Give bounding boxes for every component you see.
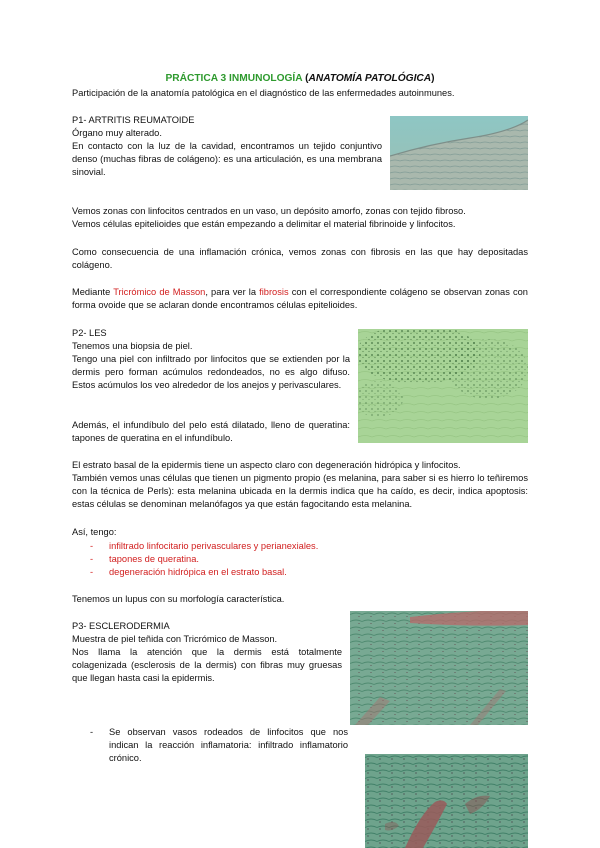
title-prefix: PRÁCTICA 3 INMUNOLOGÍA — [165, 73, 303, 84]
list-item: - Se observan vasos rodeados de linfocitos que nos indican la reacción inflamatoria: infiltrado inflamatorio crónico. — [90, 726, 348, 765]
p1-heading: P1- ARTRITIS REUMATOIDE — [72, 115, 195, 125]
list-item: - infiltrado linfocitario perivasculares y perianexiales. — [90, 540, 510, 553]
p2-bullet-list — [90, 540, 510, 579]
p1-line-2: En contacto con la luz de la cavidad, encontramos un tejido conjuntivo denso (muchas fibras de colágeno): es una articulación, es una membrana sinovial. — [72, 140, 382, 177]
esclerodermia-micrograph-2 — [365, 754, 528, 848]
intro-text: Participación de la anatomía patológica en el diagnóstico de las enfermedades autoinmunes. — [72, 88, 455, 98]
p2-line-1: Tenemos una biopsia de piel. — [72, 340, 193, 351]
p1-paragraph-1: Vemos zonas con linfocitos centrados en un vaso, un depósito amorfo, zonas con tejido fibroso. Vemos células epitelioides que están empezando a delimitar el material fibrinoide y linfocitos. — [72, 206, 466, 229]
p2-section — [72, 327, 350, 392]
list-item: - degeneración hidrópica en el estrato basal. — [90, 566, 510, 579]
title-emphasis: ANATOMÍA PATOLÓGICA — [308, 73, 432, 84]
p3-line-1: Muestra de piel teñida con Tricrómico de Masson. — [72, 633, 278, 644]
p3-section — [72, 620, 342, 685]
list-item: - tapones de queratina. — [90, 553, 510, 566]
title-close: ) — [431, 73, 435, 84]
p2-paragraph-1: Además, el infundíbulo del pelo está dilatado, lleno de queratina: tapones de queratina en el infundíbulo. — [72, 420, 350, 443]
p2-paragraph-2: El estrato basal de la epidermis tiene un aspecto claro con degeneración hidrópica y linfocitos. También vemos unas células que tienen un pigmento propio (es melanina, para saber si es hierro lo teñiremos con la técnica de Perls): esta melanina ubicada en la dermis indica que ha caído, es decir, indica apoptosis: estas células se denominan melanófagos ya que están fagocitando esta melanina. — [72, 460, 528, 509]
les-micrograph — [358, 329, 528, 443]
title-open: ( — [305, 73, 309, 84]
p2-heading: P2- LES — [72, 328, 107, 338]
p3-line-2: Nos llama la atención que la dermis está totalmente colagenizada (esclerosis de la dermis) con fibras muy gruesas que llegan hasta casi la epidermis. — [72, 646, 342, 683]
p3-bullet — [90, 726, 348, 765]
p2-asi: Así, tengo: — [72, 527, 117, 537]
page-title — [0, 72, 600, 85]
esclerodermia-micrograph-1 — [350, 611, 528, 725]
p3-heading: P3- ESCLERODERMIA — [72, 621, 170, 631]
p1-section — [72, 114, 382, 179]
masson-highlight: Tricrómico de Masson — [113, 287, 206, 297]
p1-paragraph-2: Como consecuencia de una inflamación crónica, vemos zonas con fibrosis en las que hay depositadas colágeno. — [72, 247, 528, 270]
artritis-micrograph — [390, 116, 528, 190]
p2-line-2: Tengo una piel con infiltrado por linfocitos que se extienden por la dermis pero forman acúmulos redondeados, no es algo difuso. Estos acúmulos los veo alrededor de los anejos y perivasculares. — [72, 353, 350, 390]
fibrosis-highlight: fibrosis — [259, 287, 289, 297]
p1-line-1: Órgano muy alterado. — [72, 127, 162, 138]
p1-paragraph-3: Mediante Tricrómico de Masson, para ver la fibrosis con el correspondiente colágeno se observan zonas con forma ovoide que se aclaran donde encontramos células epitelioides. — [72, 287, 528, 310]
p2-conclusion: Tenemos un lupus con su morfología característica. — [72, 594, 285, 604]
